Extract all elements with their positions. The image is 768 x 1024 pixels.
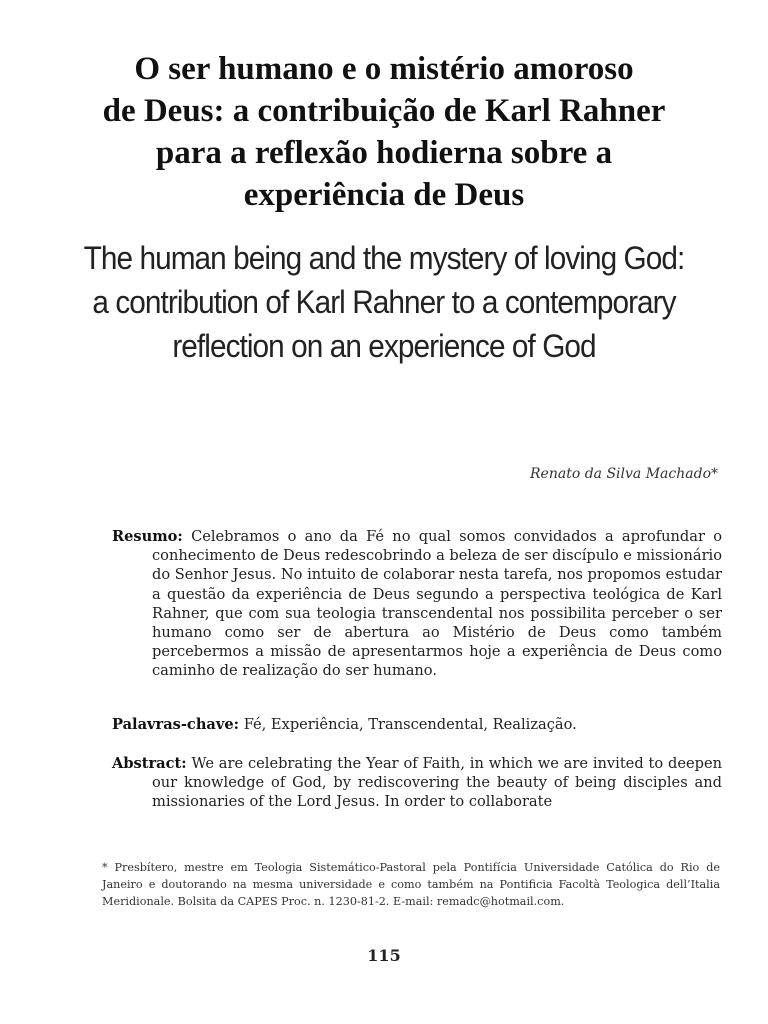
title-en-line-3: reflection on an experience of God	[172, 328, 596, 364]
keywords-text: Fé, Experiência, Transcendental, Realização.	[243, 716, 577, 733]
abstract-label: Abstract:	[112, 755, 187, 772]
english-title	[83, 236, 686, 368]
author-footnote: * Presbítero, mestre em Teologia Sistemático-Pastoral pela Pontifícia Universidade Católica do Rio de Janeiro e doutorando na mesma universidade e como também na Pontificia Facoltà Teologica dell’Italia Meridionale. Bolsita da CAPES Proc. n. 1230-81-2. E-mail: remadc@hotmail.com.	[102, 861, 720, 908]
resumo-paragraph	[112, 527, 722, 681]
title-en-line-1: The human being and the mystery of loving God:	[83, 240, 685, 276]
resumo-label: Resumo:	[112, 528, 183, 545]
author-name: Renato da Silva Machado*	[530, 466, 718, 482]
title-pt-line-3: para a reflexão hodierna sobre a	[155, 135, 613, 171]
title-pt-line-4: experiência de Deus	[243, 177, 525, 213]
portuguese-title	[60, 48, 708, 216]
keywords-paragraph	[112, 715, 722, 734]
title-pt-line-2: de Deus: a contribuição de Karl Rahner	[102, 93, 666, 129]
abstract-paragraph	[112, 754, 722, 812]
abstract-text: We are celebrating the Year of Faith, in which we are invited to deepen our knowledge of God, by rediscovering the beauty of being disciples and missionaries of the Lord Jesus. In order to collaborate	[152, 755, 723, 811]
page-number: 115	[367, 946, 401, 965]
title-en-line-2: a contribution of Karl Rahner to a contemporary	[92, 284, 676, 320]
resumo-text: Celebramos o ano da Fé no qual somos convidados a aprofundar o conhecimento de Deus redescobrindo a beleza de ser discípulo e missionário do Senhor Jesus. No intuito de colaborar nesta tarefa, nos propomos estudar a questão da experiência de Deus segundo a perspectiva teológica de Karl Rahner, que com sua teologia transcendental nos possibilita perceber o ser humano como ser de abertura ao Mistério de Deus como também percebermos a missão de apresentarmos hoje a experiência de Deus como caminho de realização do ser humano.	[152, 528, 722, 680]
keywords-label: Palavras-chave:	[112, 716, 240, 733]
title-pt-line-1: O ser humano e o mistério amoroso	[134, 51, 634, 87]
